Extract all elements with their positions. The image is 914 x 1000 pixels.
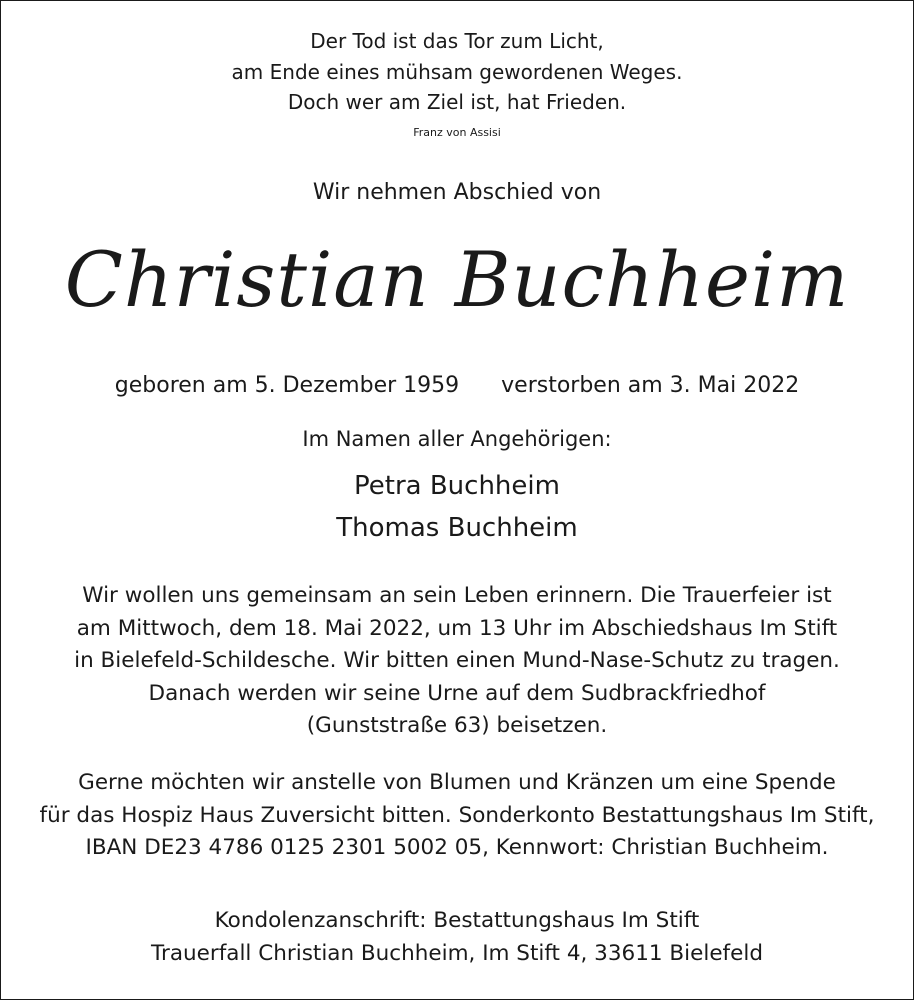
donation-paragraph bbox=[0, 767, 914, 865]
text-line: Gerne möchten wir anstelle von Blumen und Kränzen um eine Spende bbox=[78, 770, 836, 795]
death-date: verstorben am 3. Mai 2022 bbox=[501, 373, 800, 398]
farewell-intro: Wir nehmen Abschied von bbox=[312, 180, 602, 205]
text-line: Kondolenzanschrift: Bestattungshaus Im Stift bbox=[214, 908, 700, 933]
relative-name: Petra Buchheim bbox=[354, 471, 560, 501]
quote-line-3: Doch wer am Ziel ist, hat Frieden. bbox=[287, 90, 627, 114]
text-line: Wir wollen uns gemeinsam an sein Leben erinnern. Die Trauerfeier ist bbox=[82, 583, 832, 608]
relatives-list bbox=[0, 465, 914, 549]
on-behalf-line: Im Namen aller Angehörigen: bbox=[302, 427, 612, 451]
text-line: Trauerfall Christian Buchheim, Im Stift 4, 33611 Bielefeld bbox=[151, 940, 763, 966]
quote-line-2: am Ende eines mühsam gewordenen Weges. bbox=[231, 60, 683, 84]
text-line: am Mittwoch, dem 18. Mai 2022, um 13 Uhr im Abschiedshaus Im Stift bbox=[76, 615, 838, 641]
text-line: IBAN DE23 4786 0125 2301 5002 05, Kennwort: Christian Buchheim. bbox=[85, 835, 829, 860]
condolence-paragraph bbox=[0, 905, 914, 970]
birth-date: geboren am 5. Dezember 1959 bbox=[114, 373, 460, 398]
text-line: in Bielefeld-Schildesche. Wir bitten einen Mund-Nase-Schutz zu tragen. bbox=[74, 648, 840, 673]
service-paragraph bbox=[0, 580, 914, 743]
quote-line-1: Der Tod ist das Tor zum Licht, bbox=[310, 29, 604, 53]
relative-name: Thomas Buchheim bbox=[336, 513, 578, 543]
text-line: für das Hospiz Haus Zuversicht bitten. Sonderkonto Bestattungshaus Im Stift, bbox=[39, 802, 875, 828]
life-dates bbox=[0, 370, 914, 402]
text-line: (Gunststraße 63) beisetzen. bbox=[306, 713, 608, 738]
quote-author: Franz von Assisi bbox=[413, 126, 501, 139]
text-line: Danach werden wir seine Urne auf dem Sudbrackfriedhof bbox=[148, 680, 766, 706]
deceased-name: Christian Buchheim bbox=[64, 235, 850, 324]
